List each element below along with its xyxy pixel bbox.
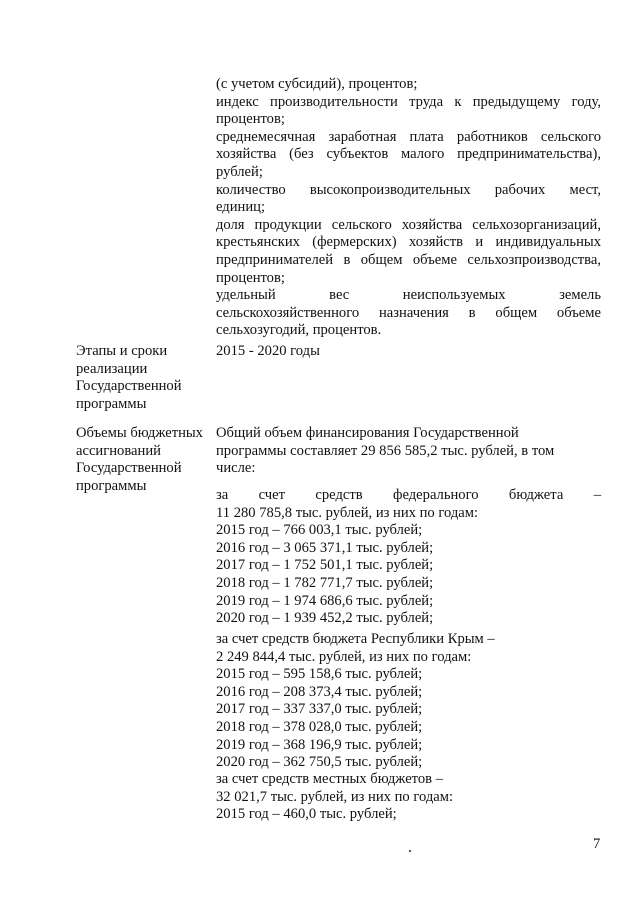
indicator-line: (с учетом субсидий), процентов;	[216, 76, 418, 92]
indicator-line: рублей;	[216, 163, 263, 180]
stages-label-line: Государственной	[76, 378, 182, 395]
stages-label-line: программы	[76, 395, 147, 412]
indicator-line: хозяйства (без субъектов малого предпринимательства),	[216, 146, 601, 163]
federal-heading-word: счет	[258, 487, 286, 503]
indicator-line: сельскохозяйственного назначения в общем объеме	[216, 304, 601, 321]
crimea-budget-block	[216, 631, 601, 772]
indicator-line: индекс производительности труда к предыдущему году,	[216, 93, 601, 110]
federal-heading	[216, 487, 601, 505]
indicators-list	[216, 76, 601, 340]
federal-year-line: 2015 год – 766 003,1 тыс. рублей;	[216, 522, 423, 539]
stages-value	[216, 343, 601, 361]
crimea-year-line: 2016 год – 208 373,4 тыс. рублей;	[216, 683, 423, 700]
indicator-line: удельный вес неиспользуемых земель	[216, 287, 601, 304]
budget-label	[76, 425, 208, 495]
stages-label	[76, 343, 208, 413]
indicator-line: процентов;	[216, 269, 285, 286]
local-year-line: 2015 год – 460,0 тыс. рублей;	[216, 806, 397, 823]
federal-year-line: 2017 год – 1 752 501,1 тыс. рублей;	[216, 557, 434, 574]
scan-speck	[409, 850, 412, 853]
budget-label-line: Объемы бюджетных	[76, 425, 203, 441]
budget-total	[216, 425, 601, 478]
indicator-line: крестьянских (фермерских) хозяйств и индивидуальных	[216, 234, 601, 251]
indicator-line: процентов;	[216, 111, 285, 128]
page-number: 7	[593, 836, 601, 852]
budget-total-line: Общий объем финансирования Государственной	[216, 425, 519, 441]
crimea-year-line: 2018 год – 378 028,0 тыс. рублей;	[216, 718, 423, 735]
stages-label-line: Этапы и сроки	[76, 343, 168, 359]
budget-label-line: Государственной	[76, 460, 182, 477]
indicator-line: предпринимателей в общем объеме сельхозпроизводства,	[216, 251, 601, 268]
local-amount: 32 021,7 тыс. рублей, из них по годам:	[216, 788, 454, 805]
stages-label-line: реализации	[76, 360, 148, 377]
indicator-line: среднемесячная заработная плата работников сельского	[216, 128, 601, 145]
budget-total-line: программы составляет 29 856 585,2 тыс. рублей, в том	[216, 442, 555, 459]
federal-year-line: 2018 год – 1 782 771,7 тыс. рублей;	[216, 574, 434, 591]
indicator-line: сельхозугодий, процентов.	[216, 322, 382, 339]
federal-heading-word: бюджета	[508, 487, 564, 503]
federal-budget-block	[216, 487, 601, 628]
federal-heading-word: за	[216, 487, 229, 503]
crimea-amount: 2 249 844,4 тыс. рублей, из них по годам:	[216, 648, 472, 665]
stages-value-text: 2015 - 2020 годы	[216, 343, 320, 359]
federal-amount: 11 280 785,8 тыс. рублей, из них по годам:	[216, 504, 479, 521]
federal-year-line: 2020 год – 1 939 452,2 тыс. рублей;	[216, 610, 434, 627]
federal-heading-word: средств	[315, 487, 363, 503]
crimea-year-line: 2020 год – 362 750,5 тыс. рублей;	[216, 754, 423, 771]
federal-year-line: 2016 год – 3 065 371,1 тыс. рублей;	[216, 539, 434, 556]
budget-total-line: числе:	[216, 460, 256, 477]
federal-heading-word: –	[593, 487, 601, 503]
budget-label-line: ассигнований	[76, 442, 161, 459]
federal-year-line: 2019 год – 1 974 686,6 тыс. рублей;	[216, 592, 434, 609]
crimea-year-line: 2017 год – 337 337,0 тыс. рублей;	[216, 701, 423, 718]
indicator-line: количество высокопроизводительных рабочих мест,	[216, 181, 601, 198]
local-budget-block	[216, 771, 601, 824]
budget-label-line: программы	[76, 477, 147, 494]
federal-heading-word: федерального	[393, 487, 479, 503]
crimea-heading: за счет средств бюджета Республики Крым –	[216, 631, 495, 647]
indicator-line: единиц;	[216, 199, 266, 216]
indicator-line: доля продукции сельского хозяйства сельхозорганизаций,	[216, 216, 601, 233]
crimea-year-line: 2019 год – 368 196,9 тыс. рублей;	[216, 736, 423, 753]
crimea-year-line: 2015 год – 595 158,6 тыс. рублей;	[216, 666, 423, 683]
local-heading: за счет средств местных бюджетов –	[216, 771, 443, 787]
